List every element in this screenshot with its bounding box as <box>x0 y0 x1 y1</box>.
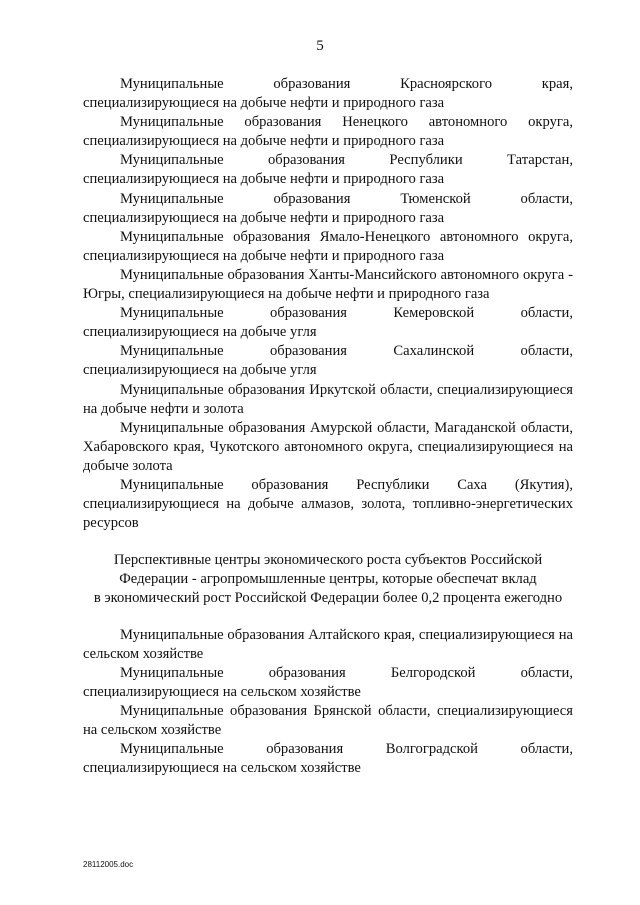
heading-line: в экономический рост Российской Федерации более 0,2 процента ежегодно <box>93 590 563 607</box>
paragraph: Муниципальные образования Брянской области, специализирующиеся на сельском хозяйстве <box>83 702 573 738</box>
paragraph: Муниципальные образования Алтайского края, специализирующиеся на сельском хозяйстве <box>83 626 573 662</box>
paragraph: Муниципальные образования Амурской области, Магаданской области, Хабаровского края, Чукотского автономного округа, специализирующиеся на добыче золота <box>83 419 573 474</box>
paragraph: Муниципальные образования Волгоградской области, специализирующиеся на сельском хозяйстве <box>83 741 573 777</box>
paragraph: Муниципальные образования Красноярского края, специализирующиеся на добыче нефти и природного газа <box>83 76 573 112</box>
paragraph: Муниципальные образования Сахалинской области, специализирующиеся на добыче угля <box>83 343 573 379</box>
heading-line: Федерации - агропромышленные центры, которые обеспечат вклад <box>119 571 537 588</box>
heading-line: Перспективные центры экономического роста субъектов Российской <box>113 552 543 569</box>
section-heading <box>83 551 573 608</box>
paragraph: Муниципальные образования Иркутской области, специализирующиеся на добыче нефти и золота <box>83 381 573 417</box>
paragraph: Муниципальные образования Белгородской области, специализирующиеся на сельском хозяйстве <box>83 664 573 700</box>
paragraph: Муниципальные образования Республики Татарстан, специализирующиеся на добыче нефти и природного газа <box>83 152 573 188</box>
paragraph: Муниципальные образования Ханты-Мансийского автономного округа - Югры, специализирующиеся на добыче нефти и природного газа <box>83 266 573 303</box>
footer-file-code: 28112005.doc <box>83 860 134 869</box>
document-body <box>83 75 573 778</box>
paragraph: Муниципальные образования Ямало-Ненецкого автономного округа, специализирующиеся на добыче нефти и природного газа <box>83 228 573 264</box>
paragraph: Муниципальные образования Тюменской области, специализирующиеся на добыче нефти и природного газа <box>83 190 573 226</box>
paragraph: Муниципальные образования Ненецкого автономного округа, специализирующиеся на добыче нефти и природного газа <box>83 114 573 150</box>
top-section <box>83 75 573 533</box>
paragraph: Муниципальные образования Кемеровской области, специализирующиеся на добыче угля <box>83 305 573 341</box>
paragraph: Муниципальные образования Республики Саха (Якутия), специализирующиеся на добыче алмазов, золота, топливно-энергетических ресурсов <box>83 476 573 532</box>
page-number: 5 <box>316 38 324 54</box>
bottom-section <box>83 626 573 779</box>
